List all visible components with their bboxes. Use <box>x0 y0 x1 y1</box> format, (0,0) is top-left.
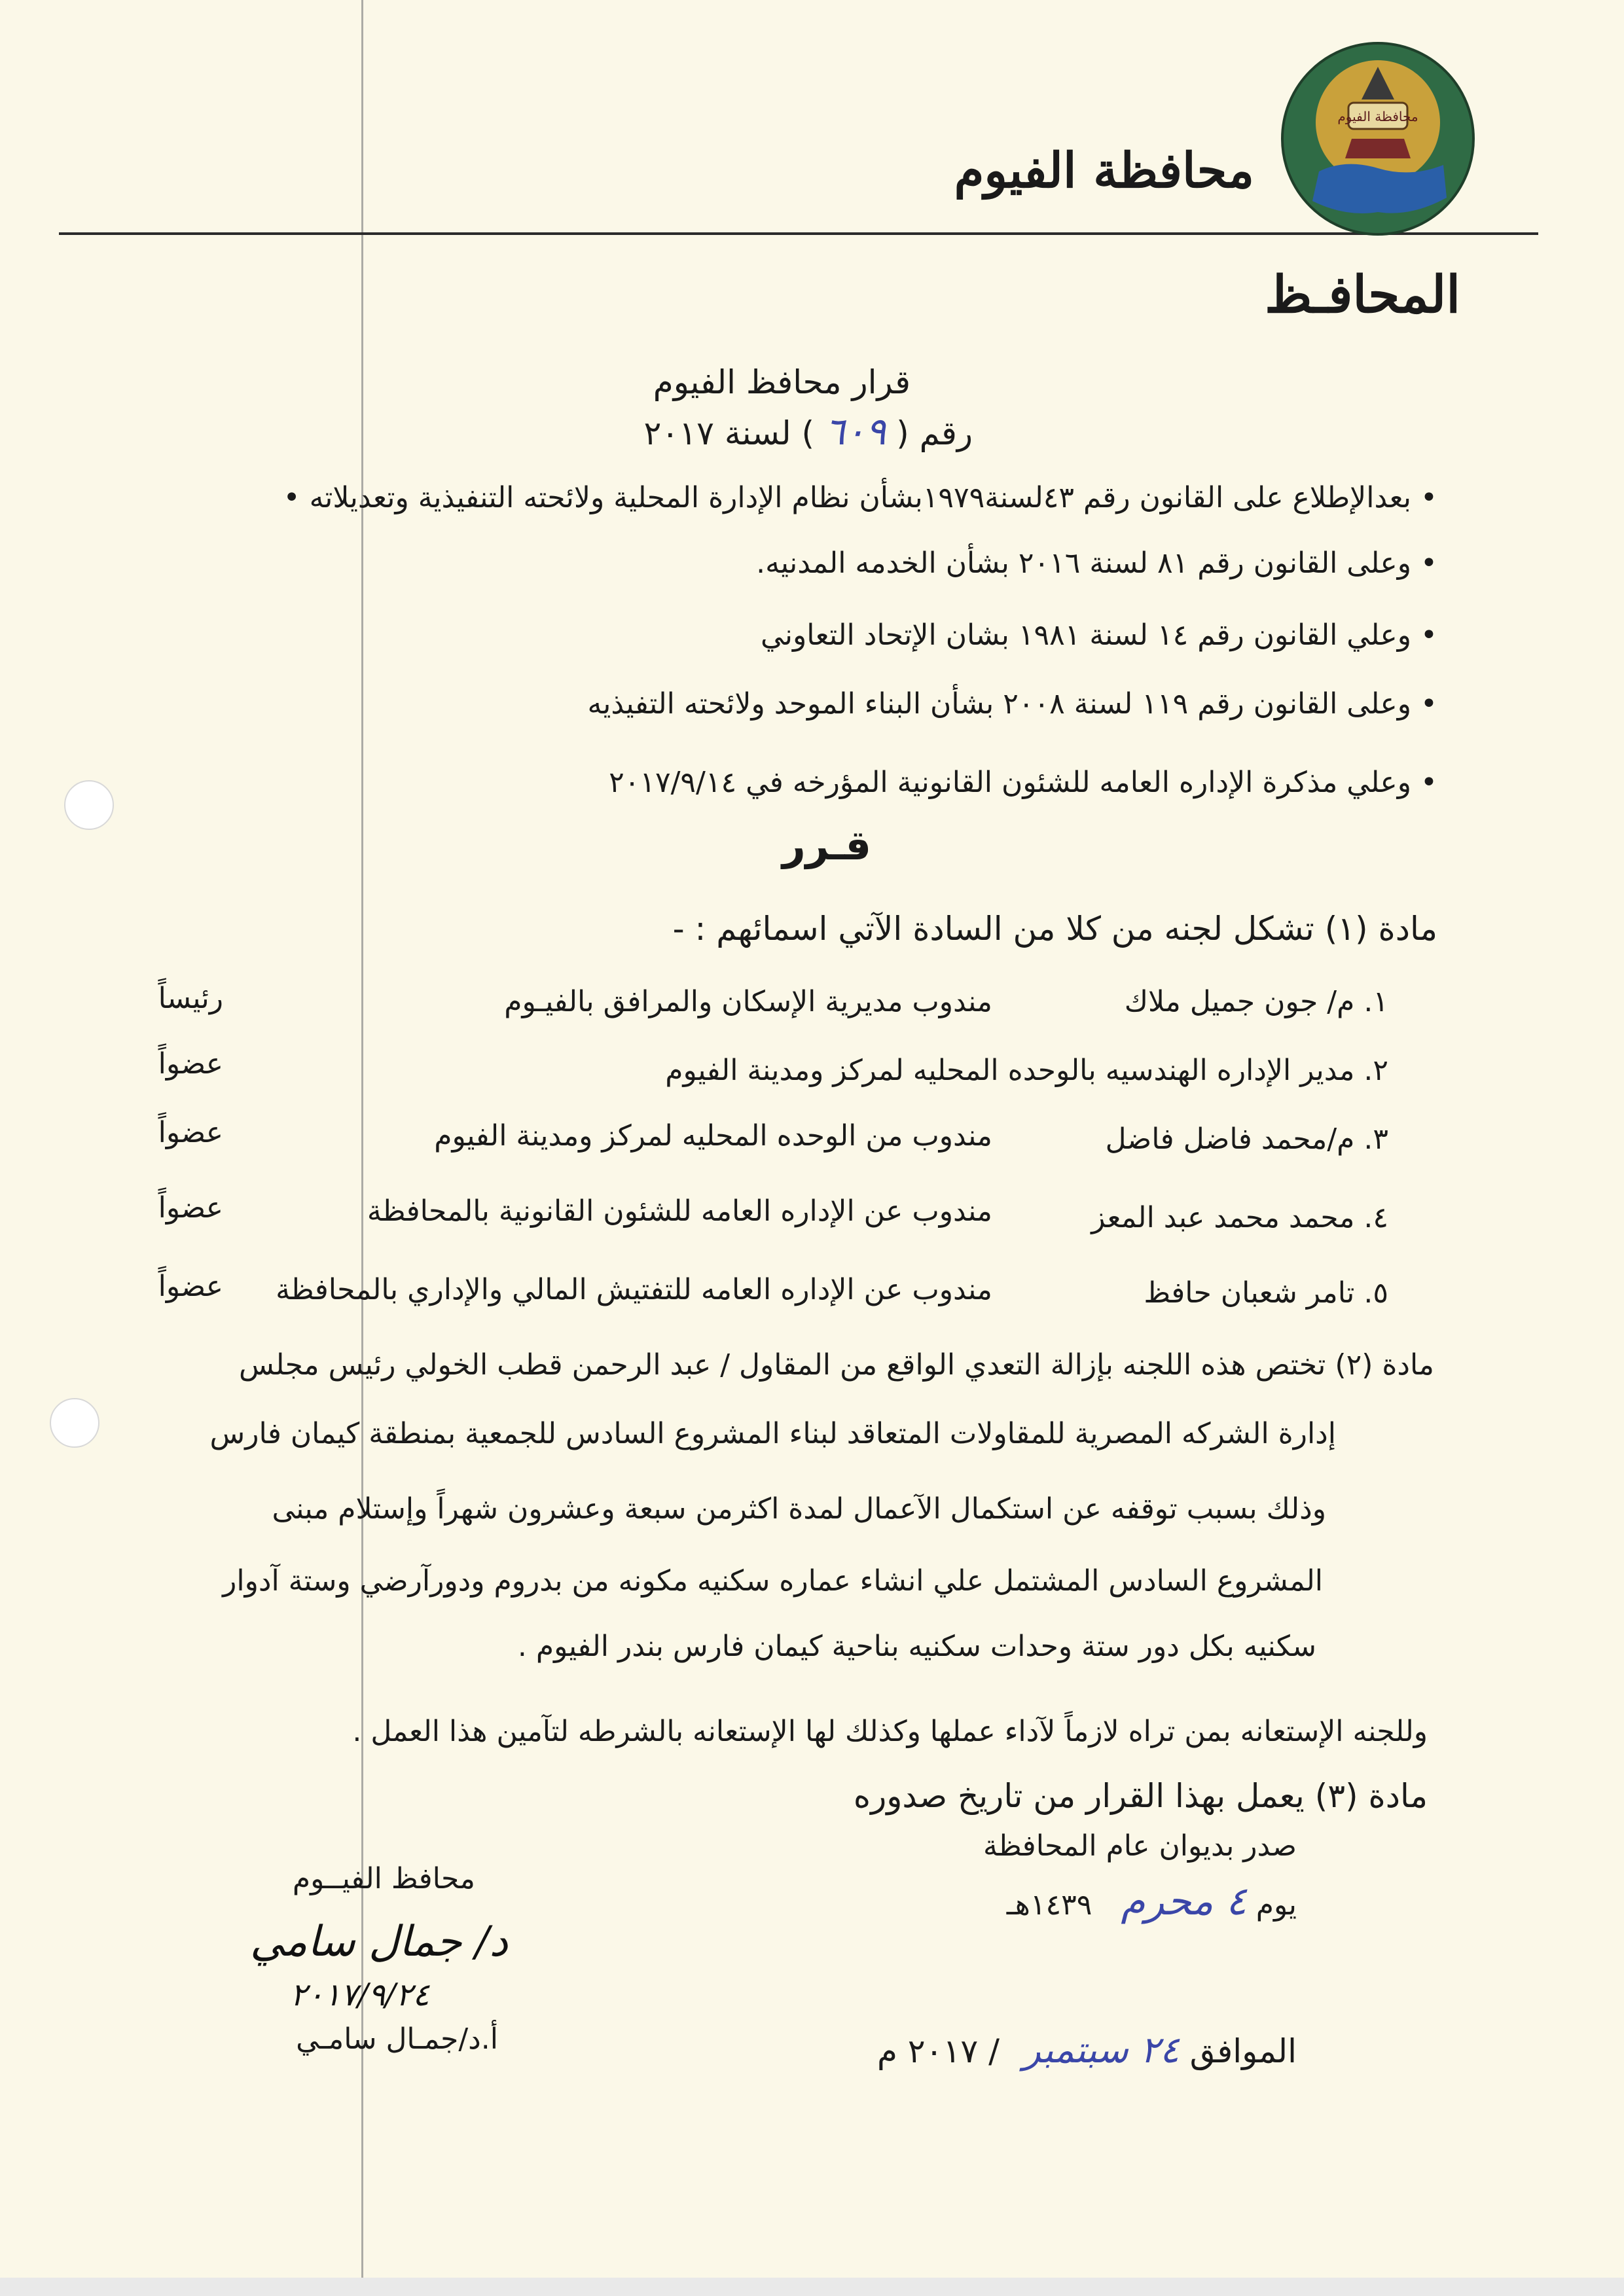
article-2-line: مادة (٢) تختص هذه اللجنه بإزالة التعدي الواقع من المقاول / عبد الرحمن قطب الخولي رئيس مجلس <box>238 1348 1434 1382</box>
preamble-line: • بعدالإطلاع على القانون رقم ٤٣لسنة١٩٧٩بشأن نظام الإدارة المحلية ولائحته التنفيذية وتعديلاته • <box>283 481 1437 514</box>
preamble-line: • وعلى القانون رقم ٨١ لسنة ٢٠١٦ بشأن الخدمه المدنيه. <box>756 547 1437 580</box>
issued-day-handwritten: ٤ محرم <box>1121 1878 1247 1924</box>
governorate-name: محافظة الفيوم <box>954 143 1254 199</box>
member-name: ٤. محمد محمد عبد المعز <box>1091 1201 1388 1234</box>
preamble-line: • وعلي القانون رقم ١٤ لسنة ١٩٨١ بشان الإتحاد التعاوني <box>761 619 1437 652</box>
decree-number-handwritten: ٦٠٩ <box>824 409 886 454</box>
logo-text: محافظة الفيوم <box>1337 109 1418 124</box>
issued-day-label: يوم <box>1255 1888 1297 1922</box>
member-desc: مندوب من الوحده المحليه لمركز ومدينة الفيوم <box>434 1119 992 1153</box>
member-role: عضواً <box>158 1191 223 1225</box>
issued-corresponding-label: الموافق <box>1189 2032 1297 2070</box>
issued-greg-handwritten: ٢٤ سبتمبر <box>1022 2029 1180 2072</box>
issued-greg-year: / ٢٠١٧ م <box>876 2032 1000 2070</box>
preamble-line: • وعلى القانون رقم ١١٩ لسنة ٢٠٠٨ بشأن البناء الموحد ولائحته التفيذيه <box>587 687 1437 721</box>
article-2-line: إدارة الشركه المصرية للمقاولات المتعاقد لبناء المشروع السادس للجمعية بمنطقة كيمان فارس <box>209 1417 1336 1450</box>
fayoum-governorate-logo <box>1280 41 1476 237</box>
member-desc: مندوب عن الإداره العامه للتفتيش المالي والإداري بالمحافظة <box>276 1273 992 1306</box>
member-name: ٥. تامر شعبان حافظ <box>1144 1276 1388 1310</box>
preamble-line: • وعلي مذكرة الإداره العامه للشئون القانونية المؤرخه في ٢٠١٧/٩/١٤ <box>609 766 1437 799</box>
decree-number-suffix: ) لسنة ٢٠١٧ <box>643 414 814 452</box>
signature-date: ٢٠١٧/٩/٢٤ <box>290 1977 429 2013</box>
member-role: عضواً <box>158 1270 223 1303</box>
article-2-line: المشروع السادس المشتمل علي انشاء عماره سكنيه مكونه من بدروم ودورآرضي وستة آدوار <box>223 1564 1323 1598</box>
signature-scribble: د/ جمال سامي <box>249 1918 508 1966</box>
member-name: ٢. مدير الإداره الهندسيه بالوحده المحليه لمركز ومدينة الفيوم <box>665 1054 1388 1087</box>
article-1-intro: مادة (١) تشكل لجنه من كلا من السادة الآتي اسمائهم : - <box>672 910 1437 948</box>
assistance-clause: وللجنه الإستعانه بمن تراه لازماً لآداء عملها وكذلك لها الإستعانه بالشرطه لتآمين هذا العمل . <box>352 1715 1428 1748</box>
member-name: ١. م/ جون جميل ملاك <box>1124 985 1388 1018</box>
decree-title: قرار محافظ الفيوم <box>653 363 911 401</box>
issued-hijri-year: ١٤٣٩هـ <box>1006 1888 1092 1922</box>
scan-edge <box>0 2278 1624 2296</box>
member-desc: مندوب مديرية الإسكان والمرافق بالفيـوم <box>504 985 992 1018</box>
article-2-line: سكنيه بكل دور ستة وحدات سكنيه بناحية كيمان فارس بندر الفيوم . <box>517 1630 1316 1663</box>
governor-office-title: المحافـظ <box>1265 265 1460 325</box>
decree-number-prefix: رقم ( <box>896 414 973 452</box>
member-name: ٣. م/محمد فاضل فاضل <box>1105 1122 1388 1156</box>
member-role: عضواً <box>158 1047 223 1081</box>
decree-number <box>644 409 973 454</box>
signatory-title: محافظ الفيــوم <box>292 1862 475 1895</box>
member-desc: مندوب عن الإداره العامه للشئون القانونية بالمحافظة <box>367 1194 992 1228</box>
punch-hole-bottom <box>50 1398 99 1448</box>
issued-day-line <box>1007 1878 1297 1924</box>
article-3: مادة (٣) يعمل بهذا القرار من تاريخ صدوره <box>853 1777 1428 1815</box>
member-role: عضواً <box>158 1116 223 1149</box>
issued-place: صدر بديوان عام المحافظة <box>983 1829 1297 1863</box>
article-2-line: وذلك بسبب توقفه عن استكمال الآعمال لمدة اكثرمن سبعة وعشرون شهراً وإستلام مبنى <box>272 1492 1326 1526</box>
punch-hole-top <box>64 780 114 830</box>
decided-heading: قـرر <box>782 821 871 869</box>
member-role: رئيساً <box>158 982 223 1015</box>
signatory-name: أ.د/جمـال سامـي <box>296 2022 498 2056</box>
issued-greg-line <box>877 2029 1297 2072</box>
